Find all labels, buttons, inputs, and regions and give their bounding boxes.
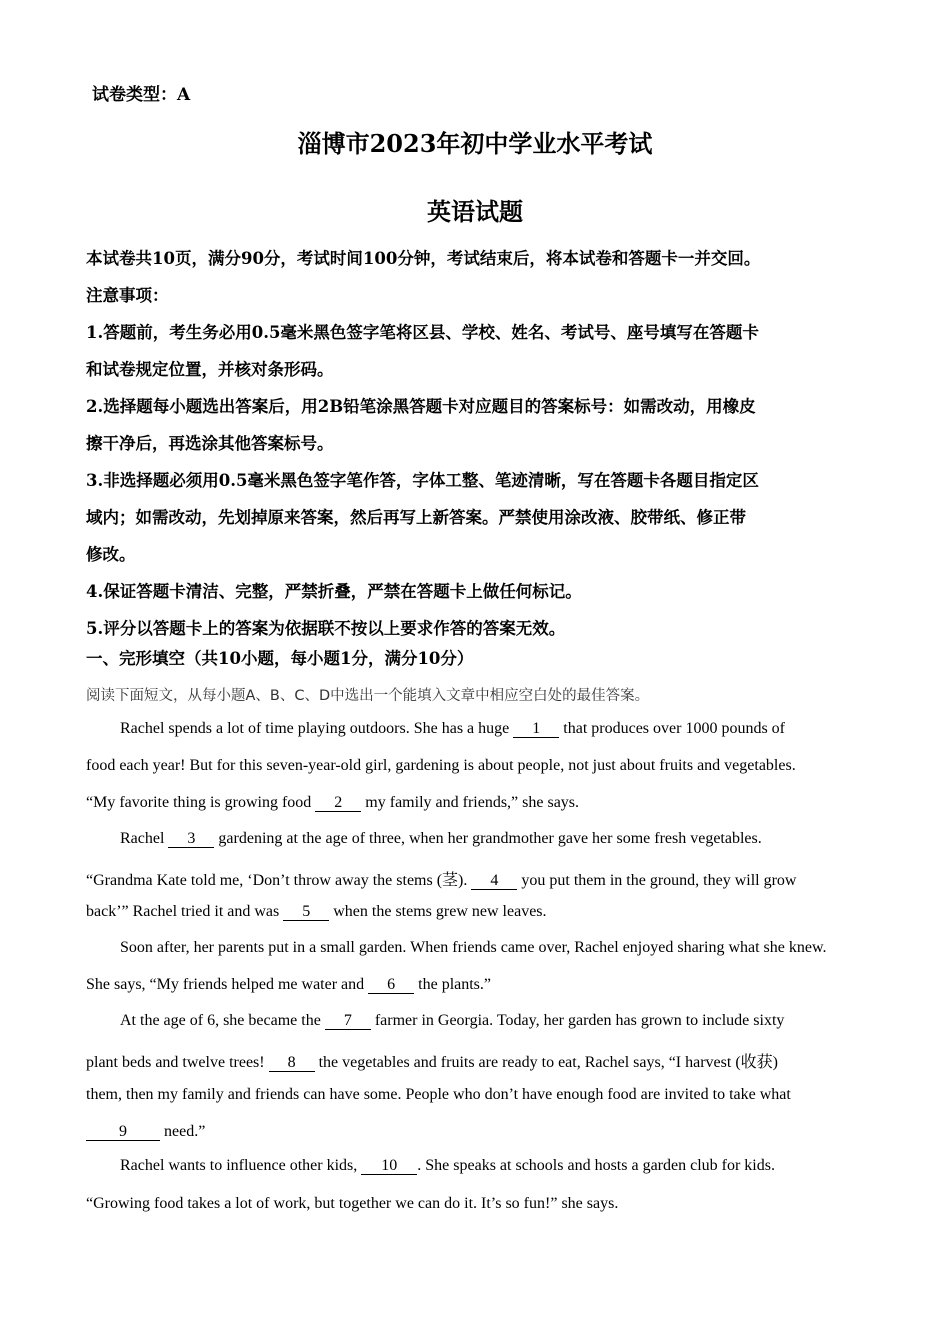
passage-text: the vegetables and fruits are ready to eat, Rachel says, “I harvest (收获)	[314, 1054, 778, 1071]
exam-title: 淄博市2023年初中学业水平考试	[297, 129, 653, 158]
exam-subtitle: 英语试题	[427, 197, 523, 226]
cloze-blank: 1	[513, 721, 559, 738]
passage-text: the plants.”	[414, 976, 492, 993]
passage-line	[120, 1157, 775, 1175]
passage-text: . She speaks at schools and hosts a garden club for kids.	[417, 1157, 775, 1174]
note-line: 擦干净后，再选涂其他答案标号。	[86, 434, 334, 453]
passage-text: Rachel spends a lot of time playing outdoors. She has a huge	[120, 720, 514, 737]
passage-text: that produces over 1000 pounds of	[559, 720, 785, 737]
passage-text: plant beds and twelve trees!	[86, 1054, 269, 1071]
passage-line	[86, 1049, 778, 1072]
passage-line	[120, 720, 785, 738]
passage-line	[86, 1123, 205, 1141]
passage-text: At the age of 6, she became the	[120, 1012, 325, 1029]
passage-text: need.”	[160, 1123, 206, 1140]
note-line: 3.非选择题必须用0.5毫米黑色签字笔作答，字体工整、笔迹清晰，写在答题卡各题目指定区	[86, 471, 759, 490]
passage-text: Soon after, her parents put in a small garden. When friends came over, Rachel enjoyed sharing what she knew.	[120, 939, 827, 956]
passage-text: them, then my family and friends can have some. People who don’t have enough food are invited to take what	[86, 1086, 791, 1103]
passage-text: Rachel wants to influence other kids,	[120, 1157, 362, 1174]
passage-text: She says, “My friends helped me water and	[86, 976, 369, 993]
note-line: 4.保证答题卡清洁、完整，严禁折叠，严禁在答题卡上做任何标记。	[86, 582, 582, 601]
exam-notes	[86, 240, 866, 647]
cloze-blank: 7	[325, 1013, 371, 1030]
cloze-blank: 6	[368, 977, 414, 994]
passage-text: farmer in Georgia. Today, her garden has grown to include sixty	[370, 1012, 785, 1029]
passage-line	[86, 757, 796, 775]
cloze-blank: 8	[269, 1055, 315, 1072]
note-line: 2.选择题每小题选出答案后，用2B铅笔涂黑答题卡对应题目的答案标号：如需改动，用橡皮	[86, 397, 756, 416]
note-line: 1.答题前，考生务必用0.5毫米黑色签字笔将区县、学校、姓名、考试号、座号填写在答题卡	[86, 323, 759, 342]
passage-text: my family and friends,” she says.	[361, 794, 580, 811]
note-line: 本试卷共10页，满分90分，考试时间100分钟，考试结束后，将本试卷和答题卡一并交回。	[86, 249, 761, 268]
section-heading: 一、完形填空（共10小题，每小题1分，满分10分）	[86, 649, 474, 668]
cloze-blank: 3	[168, 831, 214, 848]
passage-text: Rachel	[120, 830, 169, 847]
passage-line	[86, 794, 579, 812]
passage-line	[120, 939, 826, 957]
passage-line	[86, 867, 796, 890]
passage-line	[86, 903, 547, 921]
note-line: 注意事项：	[86, 286, 169, 305]
paper-type: 试卷类型：A	[92, 85, 191, 105]
cloze-blank: 2	[315, 795, 361, 812]
passage-line	[86, 976, 491, 994]
passage-text: food each year! But for this seven-year-old girl, gardening is about people, not just about fruits and vegetables.	[86, 757, 796, 774]
note-line: 5.评分以答题卡上的答案为依据联不按以上要求作答的答案无效。	[86, 619, 566, 638]
cloze-blank: 5	[283, 904, 329, 921]
passage-line	[86, 1086, 791, 1104]
passage-text: “My favorite thing is growing food	[86, 794, 316, 811]
cloze-blank: 4	[471, 873, 517, 890]
passage-text: “Growing food takes a lot of work, but together we can do it. It’s so fun!” she says.	[86, 1195, 619, 1212]
section-instruction: 阅读下面短文，从每小题A、B、C、D中选出一个能填入文章中相应空白处的最佳答案。	[86, 688, 650, 704]
passage-line	[120, 1012, 784, 1030]
note-line: 和试卷规定位置，并核对条形码。	[86, 360, 334, 379]
cloze-blank: 9	[86, 1124, 160, 1141]
cloze-blank: 10	[361, 1158, 417, 1175]
passage-line	[86, 1195, 618, 1213]
passage-text: you put them in the ground, they will grow	[517, 872, 797, 889]
passage-text: back’” Rachel tried it and was	[86, 903, 284, 920]
note-line: 域内；如需改动，先划掉原来答案，然后再写上新答案。严禁使用涂改液、胶带纸、修正带	[86, 508, 746, 527]
passage-line	[120, 830, 762, 848]
passage-text: “Grandma Kate told me, ‘Don’t throw away the stems (茎).	[86, 872, 472, 889]
note-line: 修改。	[86, 545, 136, 564]
passage-text: gardening at the age of three, when her grandmother gave her some fresh vegetables.	[214, 830, 762, 847]
passage-text: when the stems grew new leaves.	[329, 903, 547, 920]
